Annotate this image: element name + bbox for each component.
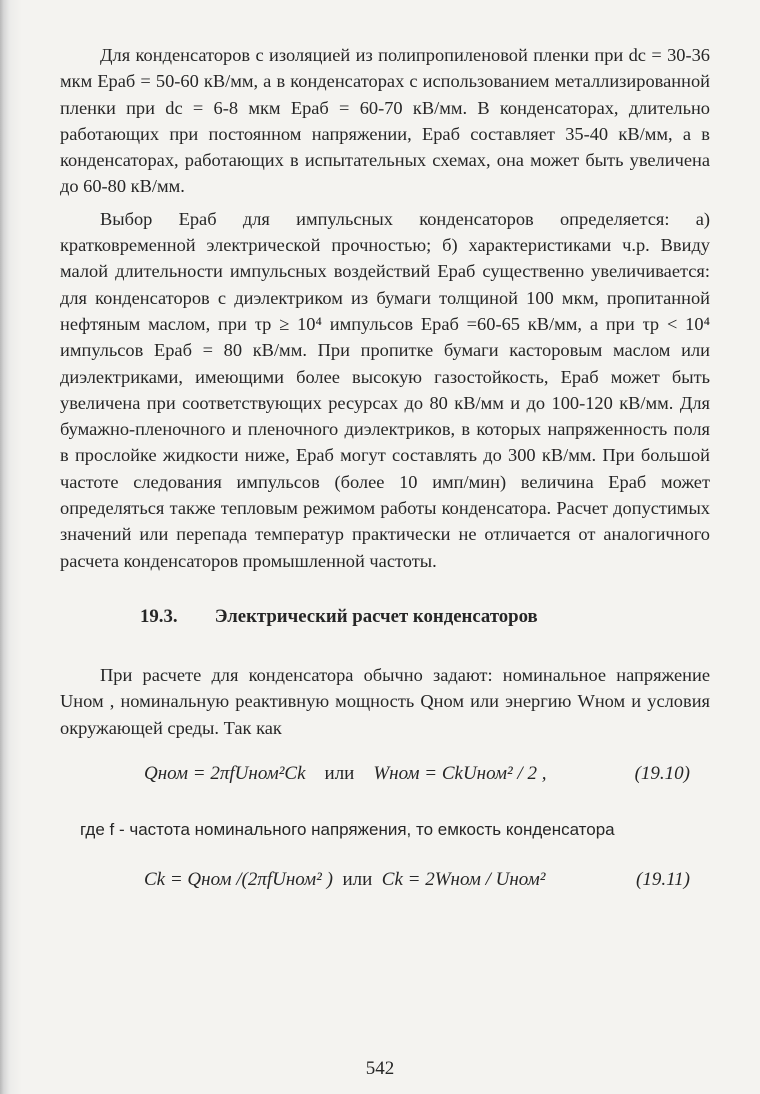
section-heading	[60, 604, 710, 630]
formula-19-11	[60, 869, 710, 901]
document-page	[60, 42, 710, 901]
paragraph-film-capacitors: Для конденсаторов с изоляцией из полипропиленовой пленки при dc = 30-36 мкм Eраб = 50-60 кВ/мм, а в конденсаторах с использованием металлизированной пленки при dc = 6-8 мкм Eраб = 60-70 кВ/мм. В конденсаторах, длительно работающих при постоянном напряжении, Eраб составляет 35-40 кВ/мм, а в конденсаторах, работающих в испытательных схемах, она может быть увеличена до 60-80 кВ/мм.	[60, 45, 710, 197]
formula-19-10-part-a: Qном = 2πfUном²Ck	[144, 762, 306, 784]
formula-19-10-expression	[144, 763, 546, 785]
formula-19-10	[60, 763, 710, 795]
paragraph-pulse-capacitors: Выбор Eраб для импульсных конденсаторов определяется: а) кратковременной электрической прочностью; б) характеристиками ч.р. Ввиду малой длительности импульсных воздействий Eраб существенно увеличивается: для конденсаторов с диэлектриком из бумаги толщиной 100 мкм, пропитанной нефтяным маслом, при τр ≥ 10⁴ импульсов Eраб =60-65 кВ/мм, а при τр < 10⁴ импульсов Eраб = 80 кВ/мм. При пропитке бумаги касторовым маслом или диэлектриками, имеющими более высокую газостойкость, Eраб может быть увеличена при соответствующих ресурсах до 80 кВ/мм и до 100-120 кВ/мм. Для бумажно-пленочного и пленочного диэлектриков, в которых напряженность поля в прослойке жидкости ниже, Eраб могут составлять до 300 кВ/мм. При большой частоте следования импульсов (более 10 имп/мин) величина Eраб может определяться также тепловым режимом работы конденсатора. Расчет допустимых значений или перепада температур практически не отличается от аналогичного расчета конденсаторов промышленной частоты.	[60, 208, 710, 571]
paragraph-after-formula: где f - частота номинального напряжения, то емкость конденсатора	[80, 819, 615, 839]
paragraph-intro: При расчете для конденсатора обычно задают: номинальное напряжение Uном , номинальную реактивную мощность Qном или энергию Wном и условия окружающей среды. Так как	[60, 664, 710, 738]
page-number: 542	[365, 1058, 395, 1079]
section-title: Электрический расчет конденсаторов	[214, 605, 538, 627]
formula-19-11-part-a: Ck = Qном /(2πfUном² )	[144, 868, 333, 890]
formula-19-10-part-b: Wном = CkUном² / 2 ,	[373, 762, 547, 784]
equation-number-19-11: (19.11)	[636, 868, 690, 890]
formula-19-11-part-b: Ck = 2Wном / Uном²	[381, 868, 546, 890]
equation-number-19-10: (19.10)	[634, 762, 690, 784]
formula-19-10-or: или	[324, 762, 355, 784]
formula-19-11-or: или	[342, 868, 373, 890]
scan-binding-edge	[0, 0, 22, 1094]
section-number: 19.3.	[140, 605, 178, 627]
formula-19-11-expression	[144, 869, 545, 891]
